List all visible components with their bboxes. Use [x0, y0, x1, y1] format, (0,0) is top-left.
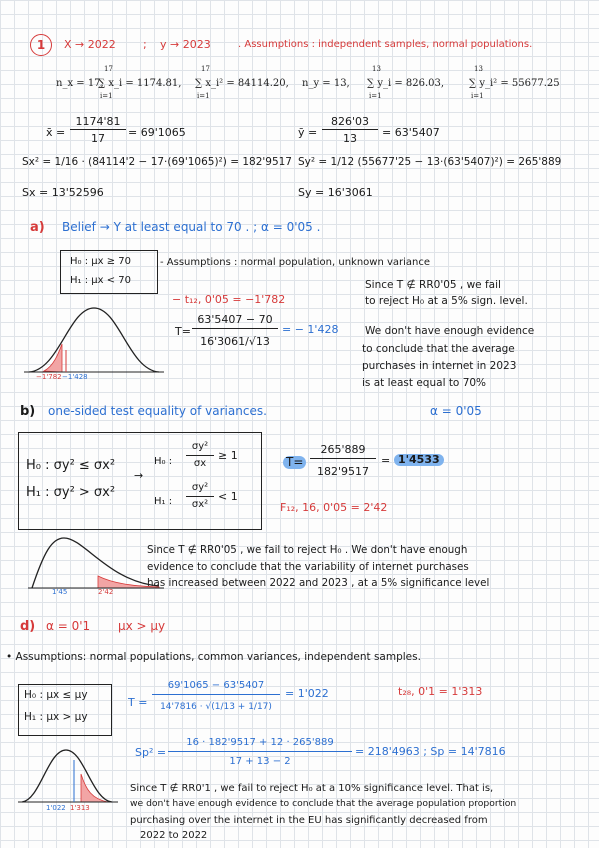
part-d-sp-fraction-bar — [168, 751, 352, 752]
part-b-denominator: 182'9517 — [316, 465, 369, 478]
part-a-curve-label-2: −1'428 — [62, 373, 88, 381]
sum-limit-top: 13 — [474, 65, 483, 73]
part-a-h1: H₁ : μx < 70 — [70, 275, 131, 286]
sum-limit-top: 17 — [201, 65, 210, 73]
part-b-fraction-bar — [310, 458, 376, 459]
part-d-fraction-bar — [152, 694, 280, 695]
part-d-numerator: 69'1065 − 63'5407 — [167, 680, 265, 691]
part-b-T-result: 1'4533 — [394, 454, 444, 466]
part-a-assumptions: - Assumptions : normal population, unknown variance — [160, 257, 431, 268]
sum-y2-value: ∑ y_i² = 55677.25 — [469, 78, 560, 89]
part-a-T-result: = − 1'428 — [282, 323, 339, 336]
part-b-statement: one-sided test equality of variances. — [48, 404, 267, 418]
sum-x2-value: ∑ x_i² = 84114.20, — [195, 78, 289, 89]
part-a-h0: H₀ : μx ≥ 70 — [70, 256, 131, 267]
part-b-distribution-curve — [24, 532, 164, 594]
part-a-fraction-bar — [192, 328, 278, 329]
sy2-formula: Sy² = 1/12 (55677'25 − 13·(63'5407)²) = 265'889 — [298, 156, 562, 168]
nx-value: n_x = 17, — [56, 78, 104, 89]
part-d-distribution-curve — [18, 742, 118, 810]
part-d-claim: μx > μy — [118, 619, 166, 633]
ny-value: n_y = 13, — [302, 78, 350, 89]
part-b-h1-alt: H₁ : — [154, 496, 173, 507]
x-definition: X → 2022 — [64, 38, 116, 51]
y-definition: y → 2023 — [160, 38, 211, 51]
part-b-conclusion-3: has increased between 2022 and 2023 , at a 5% significance level — [147, 577, 490, 589]
part-d-sp-result: = 218'4963 ; Sp = 14'7816 — [355, 745, 506, 758]
part-d-alpha: α = 0'1 — [46, 619, 91, 633]
part-b-curve-label-1: 1'45 — [52, 588, 68, 596]
part-d-curve-label-1: 1'022 — [46, 804, 66, 812]
xbar-fraction-bar — [70, 129, 126, 130]
part-d-conclusion-3: purchasing over the internet in the EU has significantly decreased from — [130, 815, 488, 826]
part-d-assumptions: • Assumptions: normal populations, common variances, independent samples. — [6, 651, 421, 663]
part-b-ratio-bar-1 — [186, 455, 214, 456]
sum-limit-top: 17 — [104, 65, 113, 73]
part-b-numerator: 265'889 — [320, 443, 366, 456]
sum-limit-bottom: i=1 — [100, 92, 113, 100]
part-d-critical-value: t₂₈, 0'1 = 1'313 — [398, 685, 483, 698]
part-b-lt1: < 1 — [218, 490, 238, 503]
part-a-conclusion-3: We don't have enough evidence — [365, 325, 535, 337]
part-d-h0: H₀ : μx ≤ μy — [24, 689, 88, 701]
part-b-h1: H₁ : σy² > σx² — [26, 485, 116, 500]
part-a-denominator: 16'3061/√13 — [200, 335, 270, 348]
separator: ; — [143, 38, 147, 51]
sy-value: Sy = 16'3061 — [298, 186, 373, 199]
sx-value: Sx = 13'52596 — [22, 186, 104, 199]
part-d-conclusion-2: we don't have enough evidence to conclude that the average population proportion — [130, 798, 517, 809]
part-b-h0: H₀ : σy² ≤ σx² — [26, 458, 116, 473]
problem-number-circle — [30, 34, 52, 56]
part-b-ratio-num-1: σy² — [191, 441, 209, 452]
part-b-alpha: α = 0'05 — [430, 404, 482, 418]
part-b-ratio-den-2: σx² — [191, 499, 209, 510]
ybar-numerator: 826'03 — [330, 115, 370, 128]
sum-limit-bottom: i=1 — [197, 92, 210, 100]
xbar-denominator: 17 — [91, 132, 105, 145]
part-b-conclusion-1: Since T ∉ RR0'05 , we fail to reject H₀ . We don't have enough — [147, 544, 468, 556]
part-b-critical-value: F₁₂, 16, 0'05 = 2'42 — [280, 501, 388, 514]
part-b-T-label: T= — [283, 456, 306, 469]
part-d-sp-label: Sp² = — [135, 746, 167, 759]
part-b-ratio-num-2: σy² — [191, 482, 209, 493]
part-d-label: d) — [20, 619, 36, 634]
sum-limit-top: 13 — [372, 65, 381, 73]
xbar-result: = 69'1065 — [128, 126, 186, 139]
part-a-conclusion-6: is at least equal to 70% — [362, 377, 487, 389]
part-a-statement: Belief → Y at least equal to 70 . ; α = 0'05 . — [62, 220, 321, 234]
part-b-ratio-bar-2 — [186, 496, 214, 497]
ybar-denominator: 13 — [343, 132, 357, 145]
part-a-conclusion-4: to conclude that the average — [362, 343, 515, 355]
part-d-T-result: = 1'022 — [285, 687, 329, 700]
sum-y-value: ∑ y_i = 826.03, — [367, 78, 445, 89]
part-a-conclusion-5: purchases in internet in 2023 — [362, 360, 517, 372]
sum-x-value: ∑ x_i = 1174.81, — [98, 78, 182, 89]
ybar-result: = 63'5407 — [382, 126, 440, 139]
sx2-formula: Sx² = 1/16 · (84114'2 − 17·(69'1065)²) = 182'9517 — [22, 156, 292, 168]
sum-limit-bottom: i=1 — [369, 92, 382, 100]
part-d-sp-denominator: 17 + 13 − 2 — [229, 756, 291, 767]
part-d-h1: H₁ : μx > μy — [24, 711, 88, 723]
part-a-T-label: T= — [175, 325, 191, 338]
assumptions-header: . Assumptions : independent samples, normal populations. — [238, 39, 533, 50]
ybar-label: ȳ = — [298, 126, 318, 139]
part-b-h0-alt: H₀ : — [154, 456, 173, 467]
part-a-critical-value: − t₁₂, 0'05 = −1'782 — [172, 293, 286, 306]
part-d-sp-numerator: 16 · 182'9517 + 12 · 265'889 — [186, 737, 334, 748]
part-d-T-label: T = — [128, 696, 148, 709]
part-a-numerator: 63'5407 − 70 — [197, 313, 273, 326]
part-b-ge1: ≥ 1 — [218, 449, 238, 462]
sum-limit-bottom: i=1 — [471, 92, 484, 100]
part-d-curve-label-2: 1'313 — [70, 804, 90, 812]
part-a-conclusion-1: Since T ∉ RR0'05 , we fail — [365, 279, 501, 291]
part-b-arrow: → — [134, 469, 144, 482]
part-d-denominator: 14'7816 · √(1/13 + 1/17) — [160, 702, 272, 712]
part-b-conclusion-2: evidence to conclude that the variability of internet purchases — [147, 561, 469, 573]
problem-number: 1 — [36, 38, 46, 52]
xbar-numerator: 1174'81 — [75, 115, 121, 128]
part-b-label: b) — [20, 404, 36, 419]
ybar-fraction-bar — [322, 129, 378, 130]
xbar-label: x̄ = — [46, 126, 66, 139]
part-a-conclusion-2: to reject H₀ at a 5% sign. level. — [365, 295, 528, 307]
part-b-ratio-den-1: σx — [193, 458, 207, 469]
part-a-distribution-curve — [24, 300, 164, 380]
part-d-conclusion-1: Since T ∉ RR0'1 , we fail to reject H₀ at a 10% significance level. That is, — [130, 783, 494, 794]
part-a-curve-label-1: −1'782 — [36, 373, 62, 381]
part-d-conclusion-4: 2022 to 2022 — [140, 830, 208, 841]
part-a-label: a) — [30, 220, 45, 235]
part-b-curve-label-2: 2'42 — [98, 588, 114, 596]
part-b-equals: = — [381, 454, 391, 467]
